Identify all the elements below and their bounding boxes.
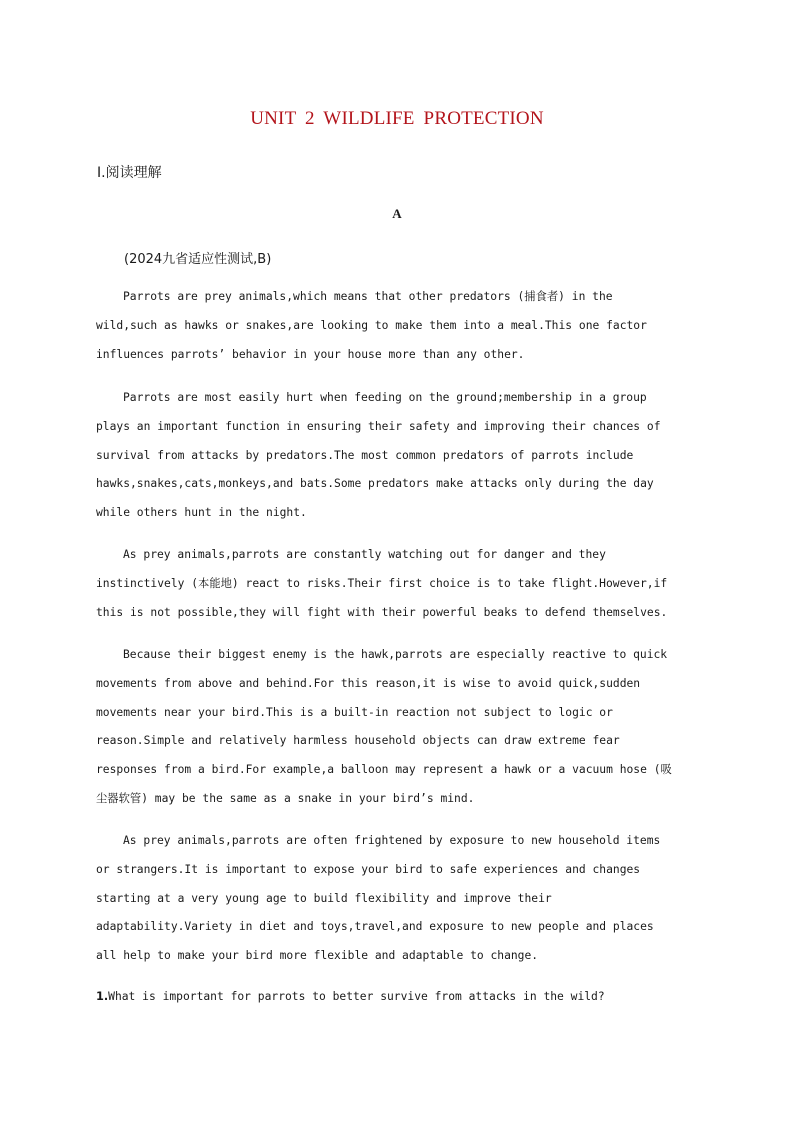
paragraph-line: survival from attacks by predators.The most common predators of parrots include [96, 448, 634, 462]
paragraph-line: starting at a very young age to build flexibility and improve their [96, 891, 552, 905]
question-text: What is important for parrots to better survive from attacks in the wild? [108, 990, 605, 1003]
paragraph-line: wild,such as hawks or snakes,are looking to make them into a meal.This one factor [96, 318, 647, 332]
paragraph-line: responses from a bird.For example,a balloon may represent a hawk or a vacuum hose (吸 [96, 763, 672, 777]
paragraph-5 [96, 827, 701, 971]
paragraph-line: adaptability.Variety in diet and toys,travel,and exposure to new people and places [96, 920, 654, 934]
paragraph-line: influences parrots’ behavior in your house more than any other. [96, 347, 525, 361]
paragraph-line: while others hunt in the night. [96, 506, 307, 520]
section-heading: Ⅰ.阅读理解 [97, 165, 162, 181]
paragraph-3 [96, 541, 701, 627]
passage-label: A [392, 206, 402, 221]
paragraph-line: As prey animals,parrots are constantly watching out for danger and they [123, 548, 606, 561]
passage-source: (2024九省适应性测试,B) [124, 252, 272, 267]
paragraph-line: Parrots are most easily hurt when feeding on the ground;membership in a group [123, 391, 647, 404]
question-number: 1. [96, 990, 109, 1003]
paragraph-line: or strangers.It is important to expose your bird to safe experiences and changes [96, 862, 641, 876]
question-1 [96, 990, 605, 1003]
paragraph-line: hawks,snakes,cats,monkeys,and bats.Some predators make attacks only during the day [96, 477, 654, 491]
paragraph-line: instinctively (本能地) react to risks.Their first choice is to take flight.However,if [96, 576, 668, 590]
paragraph-line: 尘器软管) may be the same as a snake in your bird’s mind. [96, 791, 475, 805]
paragraph-2 [96, 384, 701, 528]
paragraph-line: movements near your bird.This is a built-in reaction not subject to logic or [96, 705, 613, 719]
unit-title: UNIT 2 WILDLIFE PROTECTION [250, 108, 544, 129]
paragraph-line: As prey animals,parrots are often frightened by exposure to new household items [123, 834, 661, 847]
paragraph-4 [96, 641, 701, 814]
paragraph-line: Because their biggest enemy is the hawk,parrots are especially reactive to quick [123, 648, 668, 661]
paragraph-line: reason.Simple and relatively harmless household objects can draw extreme fear [96, 734, 620, 748]
paragraph-line: all help to make your bird more flexible and adaptable to change. [96, 949, 539, 963]
paragraph-line: movements from above and behind.For this reason,it is wise to avoid quick,sudden [96, 676, 641, 690]
paragraph-line: plays an important function in ensuring their safety and improving their chances of [96, 419, 661, 433]
paragraph-line: this is not possible,they will fight with their powerful beaks to defend themselves. [96, 605, 668, 619]
paragraph-line: Parrots are prey animals,which means that other predators (捕食者) in the [123, 290, 613, 303]
paragraph-1 [96, 283, 701, 369]
